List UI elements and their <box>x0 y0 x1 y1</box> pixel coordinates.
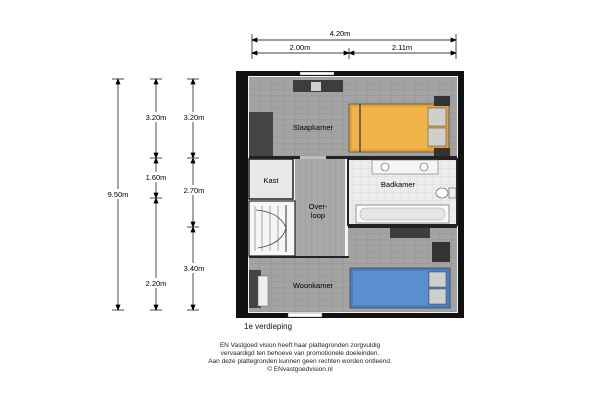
dim-right-width-label: 2.11m <box>391 43 413 52</box>
disclaimer-line-2: vervaardigd ten behoeve van promotionele doeleinden. <box>220 350 380 357</box>
toilet-icon <box>436 188 448 198</box>
sink-icon <box>420 163 428 171</box>
window-top <box>300 72 334 75</box>
nightstand <box>434 96 450 106</box>
top-dimensions <box>252 34 456 59</box>
desk-woonkamer <box>390 228 430 238</box>
dim-right-col-1-label: 3.20m <box>183 113 205 122</box>
dim-total-width-label: 4.20m <box>329 29 351 38</box>
disclaimer-line-4: © ENvastgoedvision.nl <box>267 366 333 373</box>
staircase <box>249 201 295 256</box>
dim-left-width-label: 2.00m <box>289 43 311 52</box>
dim-left-col-3-label: 2.20m <box>145 279 167 288</box>
dim-left-col-2-label: 1.60m <box>145 173 167 182</box>
window-bottom <box>288 313 322 317</box>
sink-icon <box>381 163 389 171</box>
dim-right-col-2-label: 2.70m <box>183 186 205 195</box>
dim-total-height-label: 9.50m <box>107 190 129 199</box>
room-label-overloop-line1: Over- <box>308 202 328 211</box>
room-label-woonkamer: Woonkamer <box>292 281 334 290</box>
dim-right-col-3-label: 3.40m <box>183 264 205 273</box>
dim-left-col-1-label: 3.20m <box>145 113 167 122</box>
floor-plan <box>236 71 464 318</box>
disclaimer-line-3: Aan deze plattegronden kunnen geen rechten worden ontleend. <box>208 358 392 365</box>
room-label-slaapkamer: Slaapkamer <box>292 123 334 132</box>
chair-icon <box>311 82 321 91</box>
radiator-icon <box>258 276 268 306</box>
room-label-badkamer: Badkamer <box>380 180 416 189</box>
room-label-kast: Kast <box>263 176 279 185</box>
floor-label: 1e verdieping <box>244 322 293 331</box>
disclaimer-line-1: EN Vastgoed vision heeft haar plattegronden zorgvuldig <box>219 342 381 349</box>
cabinet <box>432 242 450 262</box>
room-label-overloop-line2: loop <box>310 211 326 220</box>
wardrobe <box>249 112 273 158</box>
